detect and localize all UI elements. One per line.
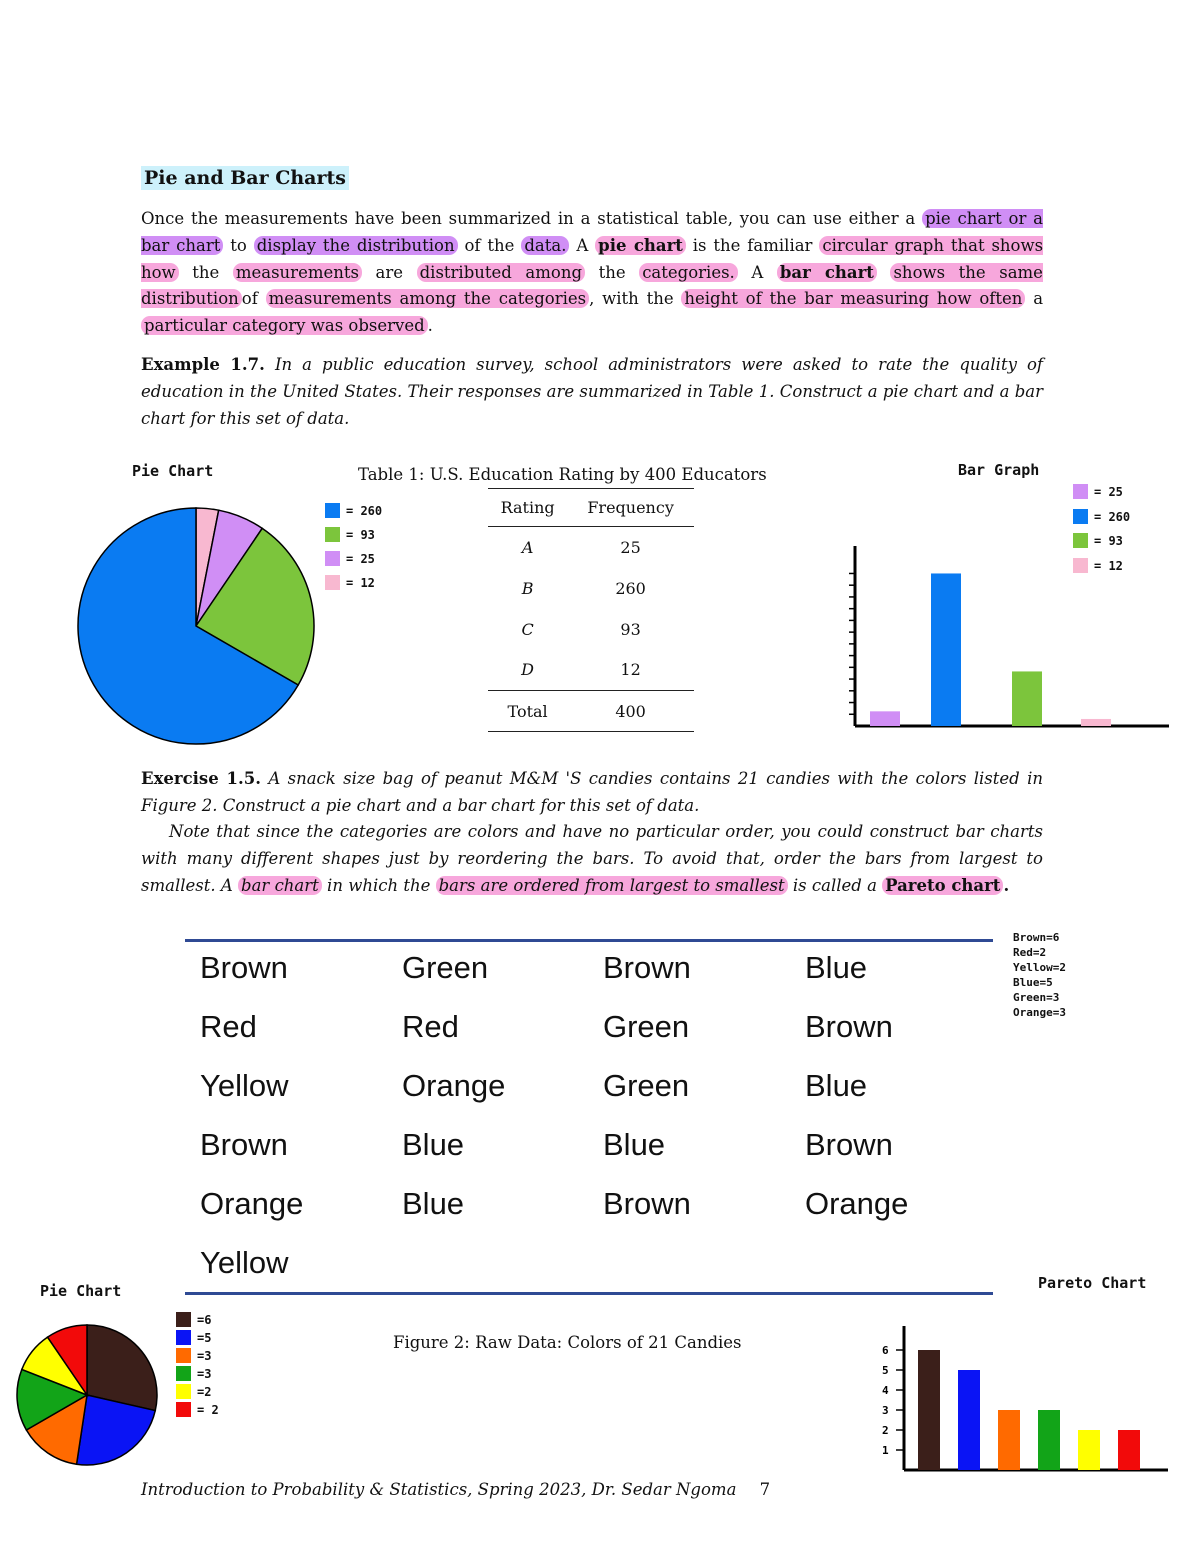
legend-item: = 93 <box>1073 533 1123 548</box>
pie-chart-1 <box>70 500 325 755</box>
raw-data-column: Brown Red Yellow Brown Orange Yellow <box>200 950 304 1280</box>
section-title: Pie and Bar Charts <box>141 166 349 190</box>
education-table <box>488 488 694 732</box>
bar-a <box>870 711 900 726</box>
highlight: distributed among <box>417 263 585 282</box>
y-tick-label: 4 <box>882 1384 889 1397</box>
pie-chart-2 <box>14 1322 164 1472</box>
tally-notes: Brown=6 Red=2 Yellow=2 Blue=5 Green=3 Orange=3 <box>1013 931 1066 1019</box>
highlight: categories. <box>639 263 738 282</box>
bar-graph <box>815 540 1175 735</box>
y-tick-label: 5 <box>882 1364 889 1377</box>
legend-swatch <box>176 1312 191 1327</box>
legend-swatch <box>325 503 340 518</box>
table-row: A 25 <box>521 537 641 557</box>
highlight: measurements among the categories <box>266 289 589 308</box>
highlight: data. <box>521 236 569 255</box>
legend-swatch <box>325 551 340 566</box>
pie-chart-1-legend <box>325 500 415 600</box>
table-row: D 12 <box>521 660 641 680</box>
bar-c <box>1012 671 1042 726</box>
figure-bottom-rule <box>185 1292 993 1295</box>
bar-d <box>1081 719 1111 726</box>
bar-blue <box>958 1370 980 1470</box>
exercise-paragraph <box>141 766 1043 820</box>
pie-chart-2-title: Pie Chart <box>40 1282 122 1300</box>
page-footer <box>141 1480 770 1499</box>
example-text: In a public education survey, school administrators were asked to rate the quality of education in the United States. Their responses are summarized in Table 1. Construct a pie chart and a bar chart for this set of data. <box>141 355 1043 428</box>
figure-top-rule <box>185 939 993 942</box>
highlight: pie chart <box>595 236 686 255</box>
legend-item: = 25 <box>1073 484 1123 499</box>
example-paragraph <box>141 352 1043 432</box>
y-tick-label: 2 <box>882 1424 889 1437</box>
legend-item: =5 <box>176 1330 211 1345</box>
highlight: bars are ordered from largest to smallest <box>436 876 788 895</box>
legend-swatch <box>176 1366 191 1381</box>
highlight: particular category was observed <box>141 316 428 335</box>
legend-swatch <box>176 1402 191 1417</box>
legend-item: = 2 <box>176 1402 219 1417</box>
table-row: C 93 <box>521 619 641 639</box>
bar-brown <box>918 1350 940 1470</box>
table-header: Frequency <box>567 489 694 527</box>
bar-yellow <box>1078 1430 1100 1470</box>
exercise-text: A snack size bag of peanut M&M 'S candies contains 21 candies with the colors listed in Figure 2. Construct a pie chart and a bar chart for this set of data. <box>141 769 1043 815</box>
raw-data-column: Brown Green Green Blue Brown <box>603 950 691 1221</box>
y-tick-label: 6 <box>882 1344 889 1357</box>
highlight: shows the same distribution <box>141 262 1043 309</box>
bar-orange <box>998 1410 1020 1470</box>
table-total-row: Total 400 <box>488 691 694 732</box>
legend-swatch <box>176 1384 191 1399</box>
page-number: 7 <box>759 1480 771 1499</box>
highlight: Pareto chart <box>882 876 1003 895</box>
legend-swatch <box>176 1348 191 1363</box>
example-label: Example 1.7. <box>141 355 265 374</box>
legend-swatch <box>1073 509 1088 524</box>
legend-swatch <box>176 1330 191 1345</box>
legend-item: = 93 <box>325 527 375 542</box>
table-header: Rating <box>488 489 567 527</box>
y-tick-label: 1 <box>882 1444 889 1457</box>
note-paragraph: Note that since the categories are colors and have no particular order, you could construct bar charts with many different shapes just by reordering the bars. To avoid that, order the bars from largest to smallest. A bar chart in which the bars are ordered from largest to smallest is called a Pareto chart . <box>141 822 1043 895</box>
highlight: measurements <box>233 263 362 282</box>
raw-data-column: Blue Brown Blue Brown Orange <box>805 950 909 1221</box>
bar-b <box>931 573 961 726</box>
intro-paragraph: Once the measurements have been summarized in a statistical table, you can use either a pie chart or a bar chart to display the distribution of the data. A pie chart is the familiar circular graph that shows how the measurements are distributed among the categories. A bar chart shows the same distribution of measurements among the categories , with the height of the bar measuring how often a particular category was observed . <box>141 209 1044 336</box>
legend-item: =3 <box>176 1366 211 1381</box>
pie-chart-2-legend <box>176 1312 246 1422</box>
highlight: display the distribution <box>254 236 458 255</box>
y-tick-label: 3 <box>882 1404 889 1417</box>
bar-graph-title: Bar Graph <box>958 461 1040 479</box>
highlight: circular graph that shows how <box>141 235 1044 282</box>
legend-swatch <box>325 575 340 590</box>
highlight: bar chart <box>777 263 877 282</box>
pie-chart-1-title: Pie Chart <box>132 462 214 480</box>
highlight: bar chart <box>238 876 322 895</box>
legend-swatch <box>325 527 340 542</box>
legend-swatch <box>1073 484 1088 499</box>
pareto-chart-title: Pareto Chart <box>1038 1274 1147 1292</box>
legend-item: =3 <box>176 1348 211 1363</box>
legend-item: = 12 <box>325 575 375 590</box>
table-row: B 260 <box>521 578 646 598</box>
footer-text: Introduction to Probability & Statistics, Spring 2023, Dr. Sedar Ngoma <box>141 1480 737 1499</box>
legend-item: =2 <box>176 1384 211 1399</box>
legend-item: =6 <box>176 1312 211 1327</box>
legend-item: = 12 <box>1073 558 1123 573</box>
legend-item: = 260 <box>1073 509 1130 524</box>
legend-item: = 260 <box>325 503 382 518</box>
bar-green <box>1038 1410 1060 1470</box>
highlight: pie chart or a bar chart <box>141 209 1044 255</box>
highlight: height of the bar measuring how often <box>681 289 1025 308</box>
raw-data-column: Green Red Orange Blue Blue <box>402 950 506 1221</box>
legend-item: = 25 <box>325 551 375 566</box>
figure-caption: Figure 2: Raw Data: Colors of 21 Candies <box>393 1333 742 1352</box>
bar-red <box>1118 1430 1140 1470</box>
table-caption: Table 1: U.S. Education Rating by 400 Educators <box>358 465 767 484</box>
pareto-chart <box>872 1322 1172 1477</box>
exercise-label: Exercise 1.5. <box>141 769 261 788</box>
